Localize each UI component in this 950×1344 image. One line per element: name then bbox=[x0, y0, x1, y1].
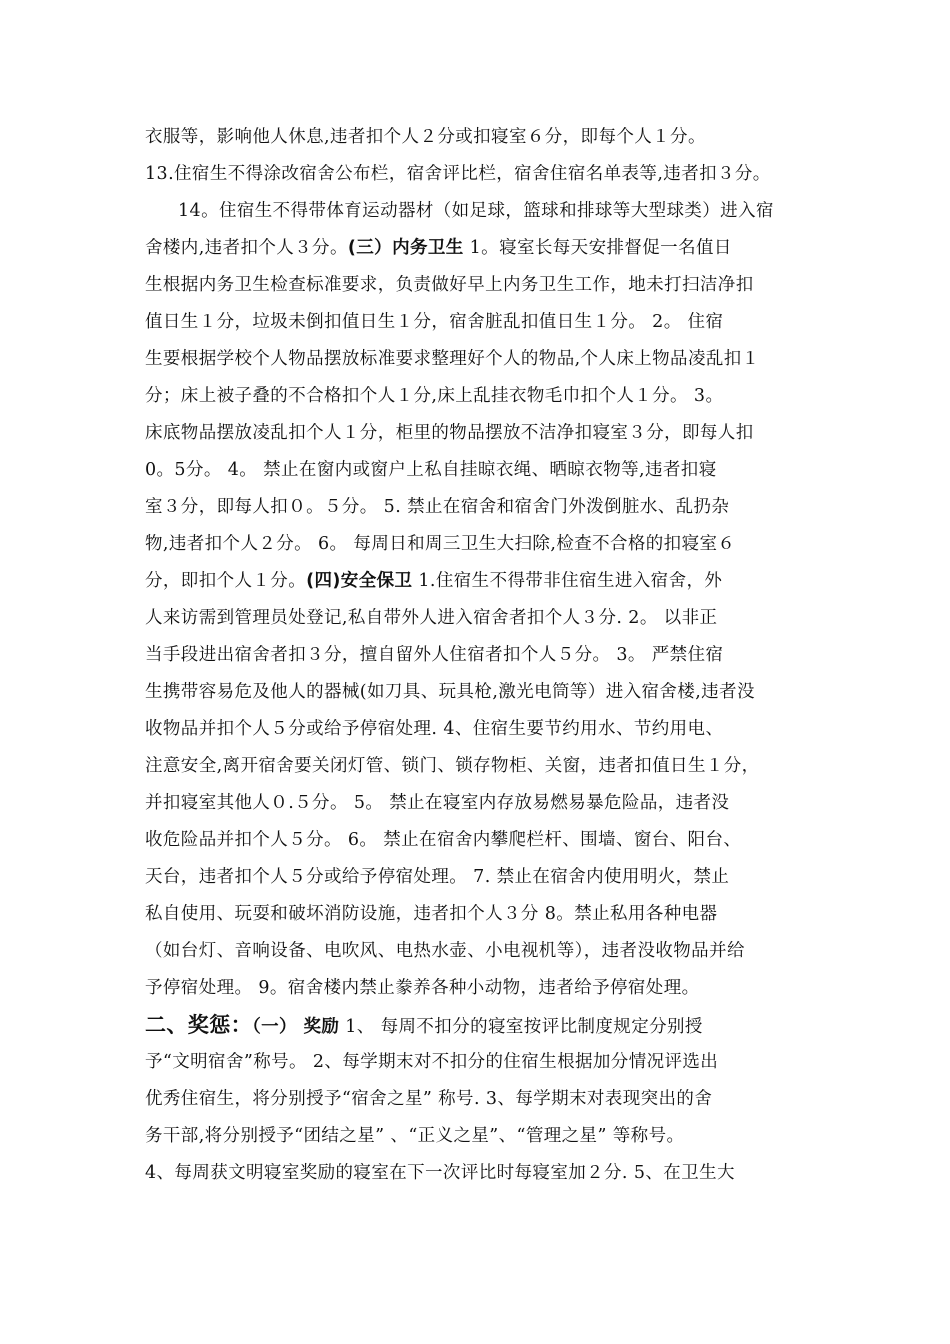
text-line-1: 衣服等，影响他人休息,违者扣个人２分或扣寝室６分，即每个人１分。 bbox=[145, 127, 706, 147]
text-line-8: 分；床上被子叠的不合格扣个人１分,床上乱挂衣物毛巾扣个人１分。 3。 bbox=[145, 386, 724, 406]
text-line-9: 床底物品摆放凌乱扣个人１分，柜里的物品摆放不洁净扣寝室３分，即每人扣 bbox=[145, 423, 754, 443]
section-heading-security: (四)安全保卫 bbox=[306, 571, 413, 591]
section-heading-housekeeping: (三）内务卫生 bbox=[347, 238, 464, 258]
text-line-12: 物,违者扣个人２分。 6。 每周日和周三卫生大扫除,检查不合格的扣寝室６ bbox=[145, 534, 736, 554]
text-line-5: 生根据内务卫生检查标准要求，负责做好早上内务卫生工作，地未打扫洁净扣 bbox=[145, 275, 754, 295]
text-line-3: 14。住宿生不得带体育运动器材（如足球，篮球和排球等大型球类）进入宿 bbox=[178, 201, 774, 221]
text-line-21: 天台，违者扣个人５分或给予停宿处理。 7. 禁止在宿舍内使用明火，禁止 bbox=[145, 867, 730, 887]
text-line-11: 室３分，即每人扣０。５分。 5. 禁止在宿舍和宿舍门外泼倒脏水、乱扔杂 bbox=[145, 497, 730, 517]
text-line-20: 收危险品并扣个人５分。 6。 禁止在宿舍内攀爬栏杆、围墙、窗台、阳台、 bbox=[145, 830, 742, 850]
text-line-6: 值日生１分，垃圾未倒扣值日生１分，宿舍脏乱扣值日生１分。 2。 住宿 bbox=[145, 312, 724, 332]
text-line-17: 收物品并扣个人５分或给予停宿处理. 4、住宿生要节约用水、节约用电、 bbox=[145, 719, 724, 739]
text-line-24: 予停宿处理。 9。宿舍楼内禁止豢养各种小动物，违者给予停宿处理。 bbox=[145, 978, 700, 998]
text-line-16: 生携带容易危及他人的器械(如刀具、玩具枪,激光电筒等）进入宿舍楼,违者没 bbox=[145, 682, 755, 702]
text-line-14: 人来访需到管理员处登记,私自带外人进入宿舍者扣个人３分. 2。 以非正 bbox=[145, 608, 718, 628]
subheading-rewards: （一） 奖励 bbox=[252, 1017, 340, 1037]
text-line-26: 予“文明宿舍”称号。 2、每学期末对不扣分的住宿生根据加分情况评选出 bbox=[145, 1052, 719, 1072]
text-line-4: 舍楼内,违者扣个人３分。(三）内务卫生 1。寝室长每天安排督促一名值日 bbox=[145, 238, 732, 258]
text-line-28: 务干部,将分别授予“团结之星” 、“正义之星”、“管理之星” 等称号。 bbox=[145, 1126, 685, 1146]
text-line-13: 分，即扣个人１分。(四)安全保卫 1.住宿生不得带非住宿生进入宿舍，外 bbox=[145, 571, 723, 591]
text-line-10: 0。5分。 4。 禁止在窗内或窗户上私自挂晾衣绳、晒晾衣物等,违者扣寝 bbox=[145, 460, 717, 480]
text-line-2: 13.住宿生不得涂改宿舍公布栏，宿舍评比栏，宿舍住宿名单表等,违者扣３分。 bbox=[145, 164, 771, 184]
text-line-7: 生要根据学校个人物品摆放标准要求整理好个人的物品,个人床上物品凌乱扣１ bbox=[145, 349, 760, 369]
text-line-18: 注意安全,离开宿舍要关闭灯管、锁门、锁存物柜、关窗，违者扣值日生１分， bbox=[145, 756, 760, 776]
text-line-19: 并扣寝室其他人０.５分。 5。 禁止在寝室内存放易燃易暴危险品，违者没 bbox=[145, 793, 730, 813]
text-line-25: 二、奖惩：（一） 奖励 1、 每周不扣分的寝室按评比制度规定分别授 bbox=[145, 1013, 703, 1037]
text-line-23: （如台灯、音响设备、电吹风、电热水壶、小电视机等），违者没收物品并给 bbox=[145, 941, 745, 961]
text-line-15: 当手段进出宿舍者扣３分，擅自留外人住宿者扣个人５分。 3。 严禁住宿 bbox=[145, 645, 724, 665]
section-heading-rewards: 二、奖惩： bbox=[145, 1013, 252, 1037]
text-line-29: 4、每周获文明寝室奖励的寝室在下一次评比时每寝室加２分. 5、在卫生大 bbox=[145, 1163, 735, 1183]
text-line-27: 优秀住宿生，将分别授予“宿舍之星” 称号. 3、每学期末对表现突出的舍 bbox=[145, 1089, 713, 1109]
text-line-22: 私自使用、玩耍和破坏消防设施，违者扣个人３分 8。禁止私用各种电器 bbox=[145, 904, 718, 924]
